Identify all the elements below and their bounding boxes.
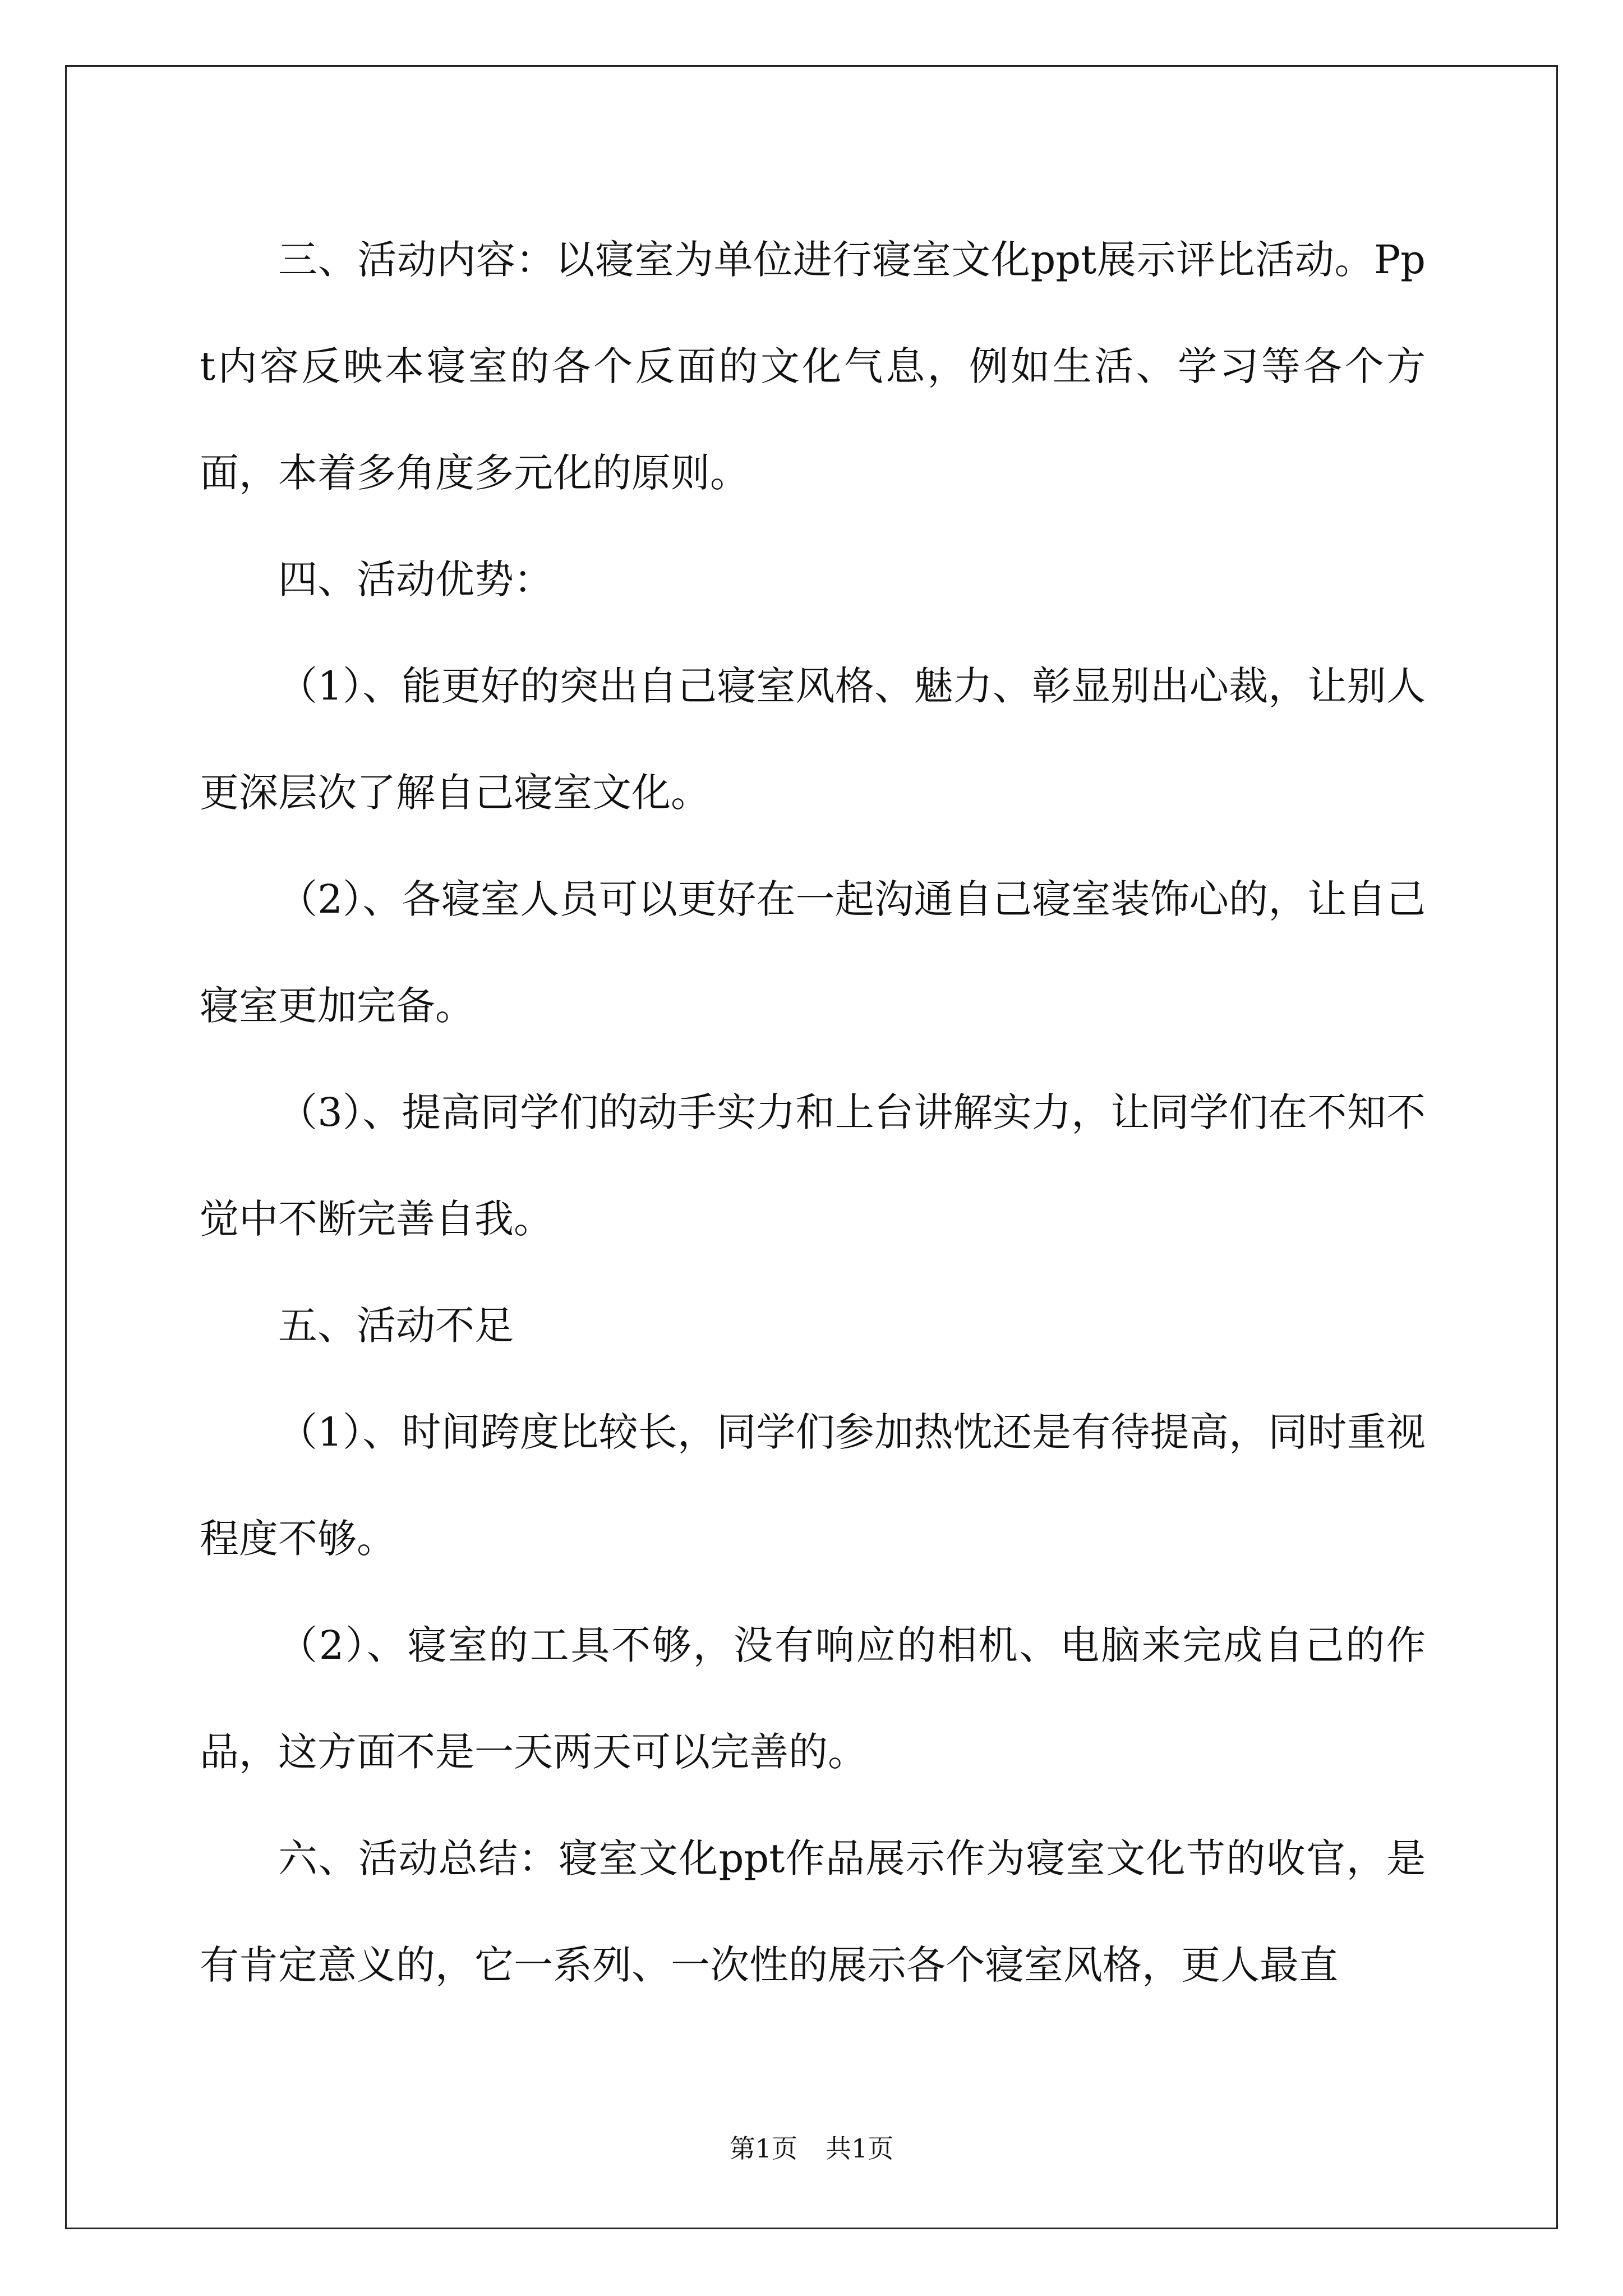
paragraph-advantage-1: （1）、能更好的突出自己寝室风格、魅力、彰显别出心裁，让别人更深层次了解自己寝室文化。 <box>200 663 1426 816</box>
heading-activity-shortcomings: 五、活动不足 <box>278 1303 514 1349</box>
paragraph-shortcoming-2: （2）、寝室的工具不够，没有响应的相机、电脑来完成自己的作品，这方面不是一天两天可以完善的。 <box>200 1622 1426 1775</box>
paragraph-shortcoming-1: （1）、时间跨度比较长，同学们参加热忱还是有待提高，同时重视程度不够。 <box>200 1409 1426 1562</box>
page-footer <box>0 2132 1623 2165</box>
page-number-current: 第1页 <box>729 2133 797 2164</box>
paragraph-advantage-3: （3）、提高同学们的动手实力和上台讲解实力，让同学们在不知不觉中不断完善自我。 <box>200 1089 1426 1242</box>
document-body <box>200 206 1426 2018</box>
paragraph-activity-content: 三、活动内容：以寝室为单位进行寝室文化ppt展示评比活动。Ppt内容反映本寝室的各个反面的文化气息，例如生活、学习等各个方面，本着多角度多元化的原则。 <box>200 237 1426 496</box>
heading-activity-advantages: 四、活动优势： <box>278 556 553 602</box>
paragraph-activity-summary: 六、活动总结：寝室文化ppt作品展示作为寝室文化节的收官，是有肯定意义的，它一系列、一次性的展示各个寝室风格，更人最直 <box>200 1835 1426 1988</box>
page-number-total: 共1页 <box>826 2133 894 2164</box>
paragraph-advantage-2: （2）、各寝室人员可以更好在一起沟通自己寝室装饰心的，让自己寝室更加完备。 <box>200 876 1426 1029</box>
